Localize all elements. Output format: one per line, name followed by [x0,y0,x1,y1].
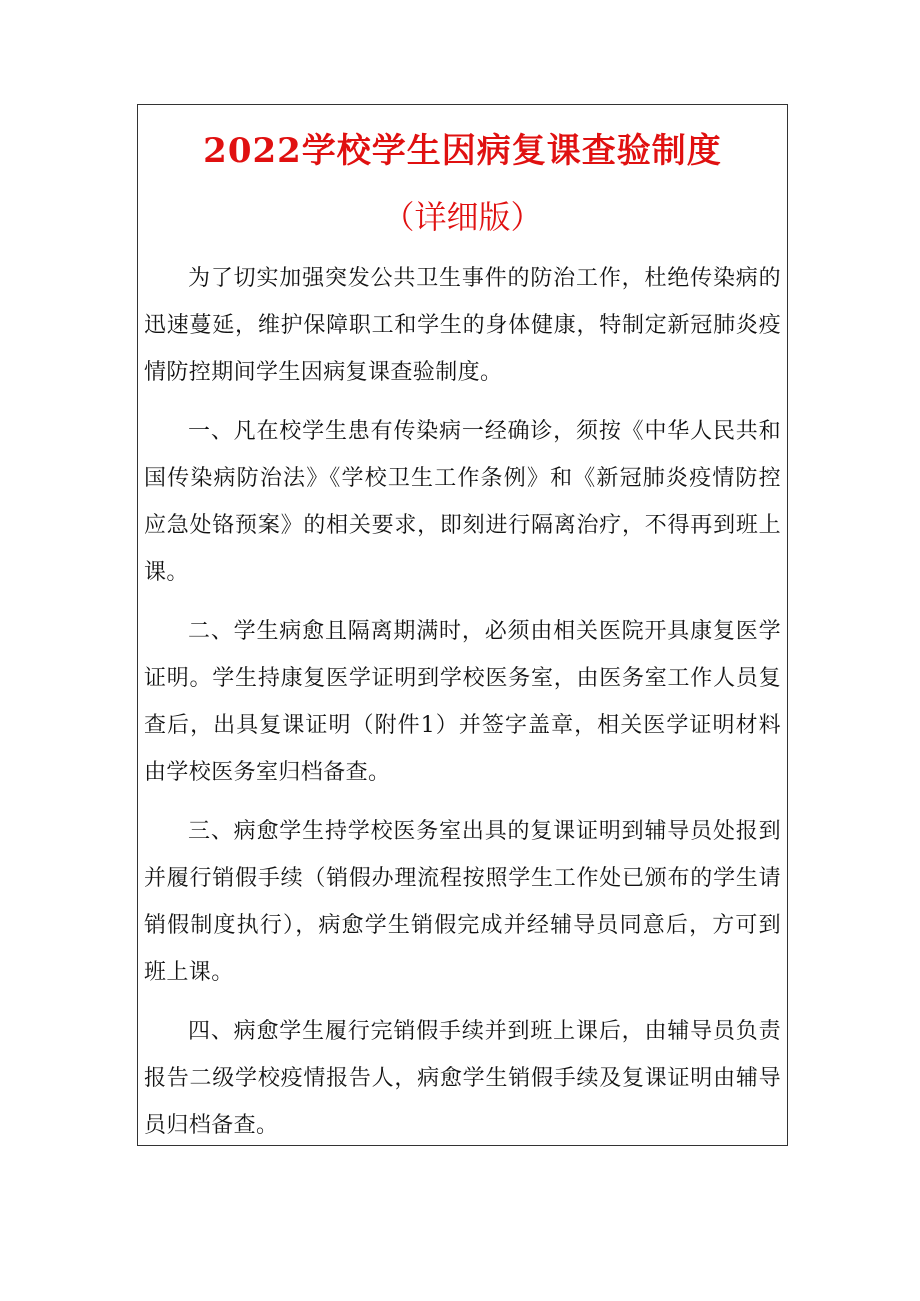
paragraph-4: 四、病愈学生履行完销假手续并到班上课后，由辅导员负责报告二级学校疫情报告人，病愈学生销假手续及复课证明由辅导员归档备查。 [144,1019,781,1138]
document-title: 2022学校学生因病复课查验制度 [203,131,722,171]
paragraph-3: 三、病愈学生持学校医务室出具的复课证明到辅导员处报到并履行销假手续（销假办理流程按照学生工作处已颁布的学生请销假制度执行），病愈学生销假完成并经辅导员同意后，方可到班上课。 [144,819,781,985]
paragraph-2: 二、学生病愈且隔离期满时，必须由相关医院开具康复医学证明。学生持康复医学证明到学校医务室，由医务室工作人员复查后，出具复课证明（附件1）并签字盖章，相关医学证明材料由学校医务室归档备查。 [144,619,781,785]
paragraph-1: 一、凡在校学生患有传染病一经确诊，须按《中华人民共和国传染病防治法》《学校卫生工作条例》和《新冠肺炎疫情防控应急处铬预案》的相关要求，即刻进行隔离治疗，不得再到班上课。 [144,419,781,585]
paragraph-intro: 为了切实加强突发公共卫生事件的防治工作，杜绝传染病的迅速蔓延，维护保障职工和学生的身体健康，特制定新冠肺炎疫情防控期间学生因病复课查验制度。 [144,266,781,385]
document-frame [137,104,788,1146]
document-subtitle: （详细版） [382,198,543,236]
